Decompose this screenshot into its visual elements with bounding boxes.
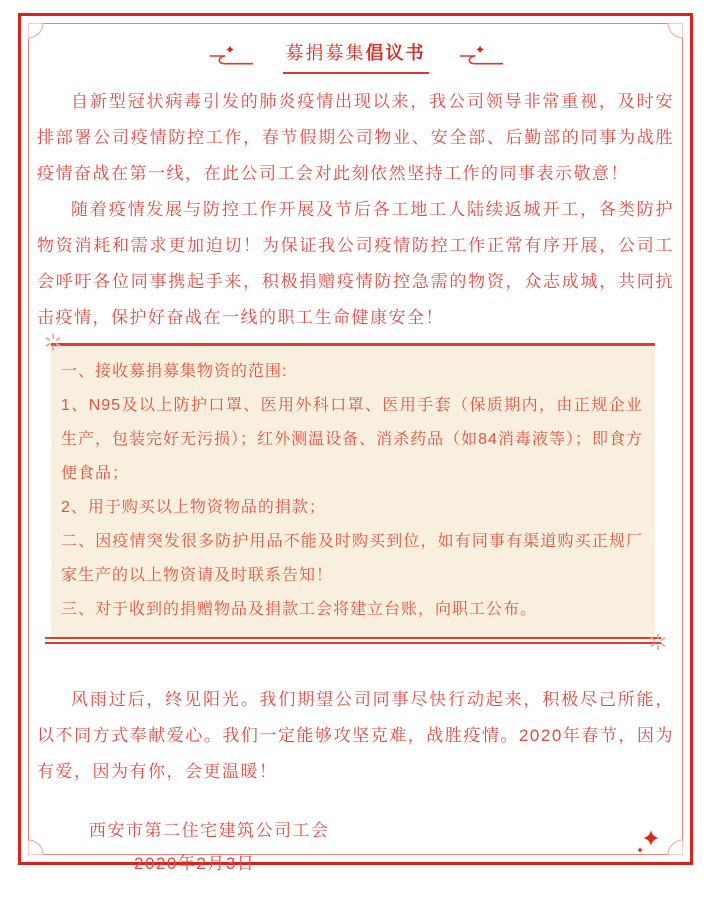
scroll-flourish-icon xyxy=(457,43,505,69)
notice-item-ledger: 三、对于收到的捐赠物品及捐款工会将建立台账，向职工公布。 xyxy=(61,601,538,618)
notice-box-section xyxy=(51,343,655,644)
document-content xyxy=(29,24,682,873)
scroll-flourish-icon xyxy=(207,43,255,69)
notice-bottom-rule xyxy=(45,637,661,644)
sparkle-burst-icon xyxy=(649,633,667,651)
notice-item-scope-heading: 一、接收募捐募集物资的范围: xyxy=(61,363,288,380)
outer-frame xyxy=(18,13,693,873)
page-title-bold: 倡议书 xyxy=(365,43,426,63)
page-title-regular: 募捐募集 xyxy=(285,43,366,63)
paragraph-closing: 风雨过后，终见阳光。我们期望公司同事尽快行动起来，积极尽己所能，以不同方式奉献爱心。我们一定能够攻坚克难，战胜疫情。2020年春节，因为有爱，因为有你，会更温暖！ xyxy=(37,690,674,781)
sparkle-burst-icon xyxy=(44,333,62,351)
signature-date: 2020年2月3日 xyxy=(134,854,256,873)
notice-item-purchase-channels: 二、因疫情突发很多防护用品不能及时购买到位，如有同事有渠道购买正规厂家生产的以上物资请及时联系告知！ xyxy=(61,533,643,584)
notice-item-donation-money: 2、用于购买以上物资物品的捐款； xyxy=(61,499,326,516)
inner-frame xyxy=(28,23,683,873)
page-title xyxy=(283,37,429,74)
four-point-star-icon xyxy=(635,828,661,856)
body-text xyxy=(37,84,674,336)
signature-organization: 西安市第二住宅建筑公司工会 xyxy=(89,821,330,840)
paragraph-intro: 自新型冠状病毒引发的肺炎疫情出现以来，我公司领导非常重视，及时安排部署公司疫情防控工作，春节假期公司物业、安全部、后勤部的同事为战胜疫情奋战在第一线，在此公司工会对此刻依然坚持工作的同事表示敬意！ xyxy=(37,92,674,183)
notice-box xyxy=(51,343,655,637)
document-header xyxy=(37,37,674,74)
paragraph-appeal: 随着疫情发展与防控工作开展及节后各工地工人陆续返城开工，各类防护物资消耗和需求更加迫切！为保证我公司疫情防控工作正常有序开展，公司工会呼吁各位同事携起手来，积极捐赠疫情防控急需的物资，众志成城，共同抗击疫情，保护好奋战在一线的职工生命健康安全！ xyxy=(37,200,674,327)
notice-item-supplies: 1、N95及以上防护口罩、医用外科口罩、医用手套（保质期内，由正规企业生产，包装完好无污损）；红外测温设备、消杀药品（如84消毒液等）；即食方便食品； xyxy=(61,397,643,482)
